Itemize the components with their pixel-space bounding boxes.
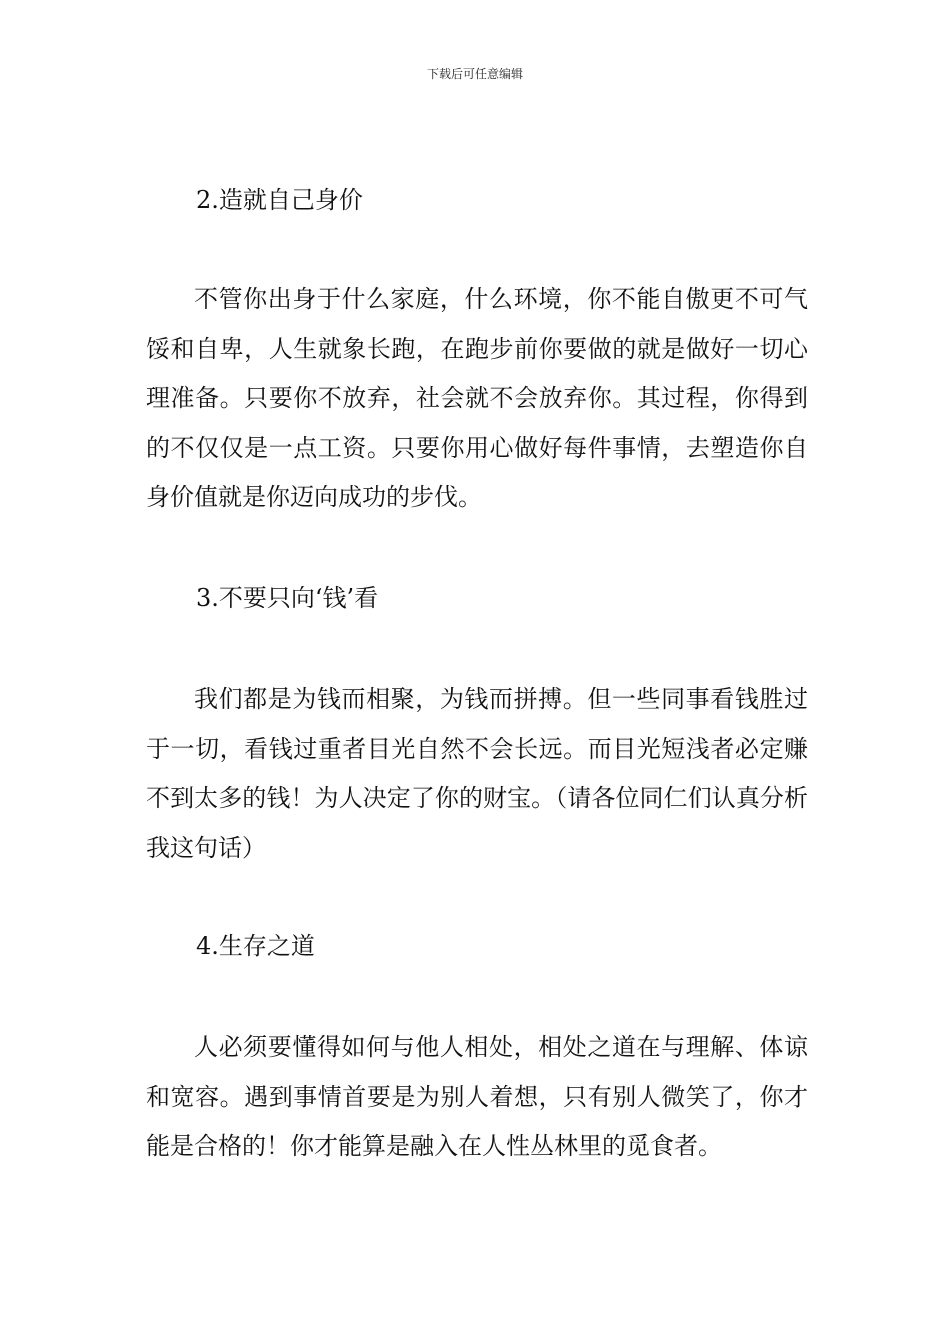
section-paragraph-4: 人必须要懂得如何与他人相处，相处之道在与理解、体谅和宽容。遇到事情首要是为别人着想，只有别人微笑了，你才能是合格的！你才能算是融入在人性丛林里的觅食者。 bbox=[146, 1033, 808, 1161]
section-paragraph-3: 我们都是为钱而相聚，为钱而拼搏。但一些同事看钱胜过于一切，看钱过重者目光自然不会长远。而目光短浅者必定赚不到太多的钱！为人决定了你的财宝。（请各位同仁们认真分析我这句话） bbox=[146, 685, 808, 862]
section-paragraph-2: 不管你出身于什么家庭，什么环境，你不能自傲更不可气馁和自卑，人生就象长跑，在跑步前你要做的就是做好一切心理准备。只要你不放弃，社会就不会放弃你。其过程，你得到的不仅仅是一点工资。只要你用心做好每件事情，去塑造你自身价值就是你迈向成功的步伐。 bbox=[146, 285, 808, 512]
section-heading-4: 4.生存之道 bbox=[196, 932, 315, 960]
page-header: 下载后可任意编辑 bbox=[426, 67, 523, 81]
section-heading-3: 3.不要只向‘钱’看 bbox=[196, 584, 379, 612]
section-heading-2: 2.造就自己身价 bbox=[196, 186, 363, 214]
